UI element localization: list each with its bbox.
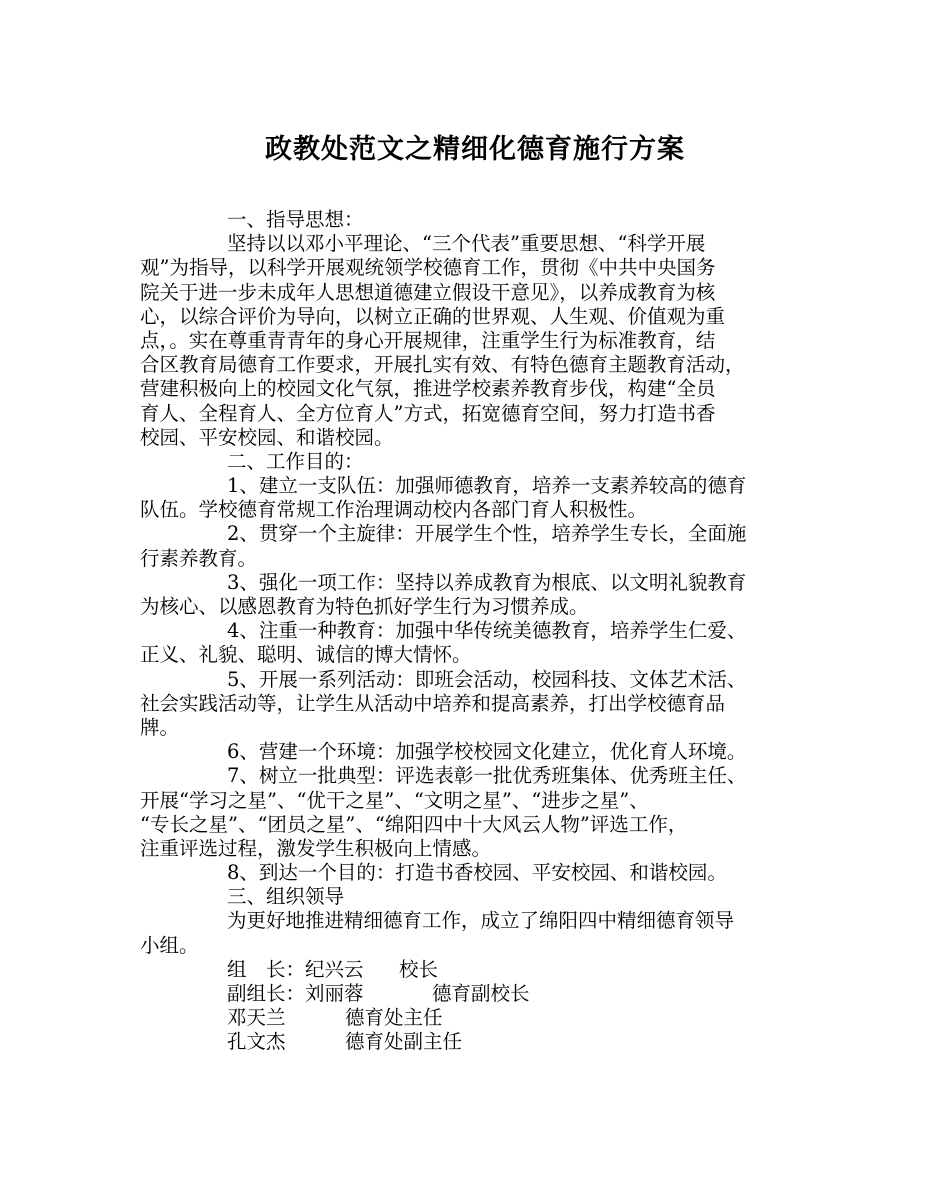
paragraph-line: 1、建立一支队伍：加强师德教育，培养一支素养较高的德育 <box>227 474 747 498</box>
roster-role: 孔文杰 <box>227 1030 286 1054</box>
paragraph-line: 6、营建一个环境：加强学校校园文化建立，优化育人环境。 <box>227 740 747 764</box>
section-heading: 二、工作目的： <box>227 449 364 473</box>
roster-title: 德育副校长 <box>432 982 530 1005</box>
roster-row <box>140 982 830 1006</box>
paragraph-line: 为更好地推进精细德育工作，成立了绵阳四中精细德育领导 <box>227 909 735 933</box>
paragraph-line: 8、到达一个目的：打造书香校园、平安校园、和谐校园。 <box>227 861 727 885</box>
roster-title: 德育处副主任 <box>345 1030 463 1054</box>
paragraph-line: 心，以综合评价为导向，以树立正确的世界观、人生观、价值观为重 <box>140 304 726 328</box>
roster-row <box>140 1006 830 1030</box>
paragraph-line: 2、贯穿一个主旋律：开展学生个性，培养学生专长，全面施 <box>227 522 747 546</box>
paragraph-line: 行素养教育。 <box>140 546 258 570</box>
paragraph-line: 4、注重一种教育：加强中华传统美德教育，培养学生仁爱、 <box>227 619 747 643</box>
document-title: 政教处范文之精细化德育施行方案 <box>265 134 685 165</box>
roster-role: 副组长：刘丽蓉 <box>227 982 364 1005</box>
roster-title: 校长 <box>399 957 439 981</box>
paragraph-line: 正义、礼貌、聪明、诚信的博大情怀。 <box>140 643 472 667</box>
roster-row <box>140 958 830 982</box>
section-heading: 一、指导思想： <box>227 208 364 231</box>
paragraph-line: 营建积极向上的校园文化气氛，推进学校素养教育步伐，构建“全员 <box>140 377 716 401</box>
paragraph-line: 队伍。学校德育常规工作治理调动校内各部门育人积极性。 <box>140 498 648 522</box>
paragraph-line: 院关于进一步未成年人思想道德建立假设干意见》，以养成教育为核 <box>140 280 716 304</box>
paragraph-line: 5、开展一系列活动：即班会活动，校园科技、文体艺术活、 <box>227 667 747 691</box>
paragraph-line: 育人、全程育人、全方位育人”方式，拓宽德育空间，努力打造书香 <box>140 401 716 425</box>
paragraph-line: 注重评选过程，激发学生积极向上情感。 <box>140 836 492 860</box>
roster-role: 邓天兰 <box>227 1006 286 1030</box>
document-body <box>140 208 830 1055</box>
paragraph-line: 3、强化一项工作：坚持以养成教育为根底、以文明礼貌教育 <box>227 570 747 594</box>
paragraph-line: 观”为指导，以科学开展观统领学校德育工作，贯彻《中共中央国务 <box>140 256 716 280</box>
paragraph-line: 为核心、以感恩教育为特色抓好学生行为习惯养成。 <box>140 595 589 618</box>
paragraph-line: 校园、平安校园、和谐校园。 <box>140 425 394 449</box>
paragraph-line: 牌。 <box>140 715 180 739</box>
paragraph-line: 坚持以以邓小平理论、“三个代表”重要思想、“科学开展 <box>227 232 706 256</box>
paragraph-line: 小组。 <box>140 933 199 957</box>
paragraph-line: 社会实践活动等，让学生从活动中培养和提高素养，打出学校德育品 <box>140 691 726 715</box>
paragraph-line: 合区教育局德育工作要求，开展扎实有效、有特色德育主题教育活动， <box>140 353 745 377</box>
section-heading: 三、组织领导 <box>227 885 345 909</box>
paragraph-line: “专长之星”、“团员之星”、“绵阳四中十大风云人物”评选工作， <box>140 812 688 836</box>
paragraph-line: 开展“学习之星”、“优干之星”、“文明之星”、“进步之星”、 <box>140 788 649 812</box>
roster-row <box>140 1030 830 1054</box>
paragraph-line: 7、树立一批典型：评选表彰一批优秀班集体、优秀班主任、 <box>227 764 747 788</box>
roster-role: 组 长：纪兴云 <box>227 957 364 981</box>
paragraph-line: 点，。实在尊重青青年的身心开展规律，注重学生行为标准教育，结 <box>140 328 716 352</box>
roster-title: 德育处主任 <box>345 1006 443 1030</box>
